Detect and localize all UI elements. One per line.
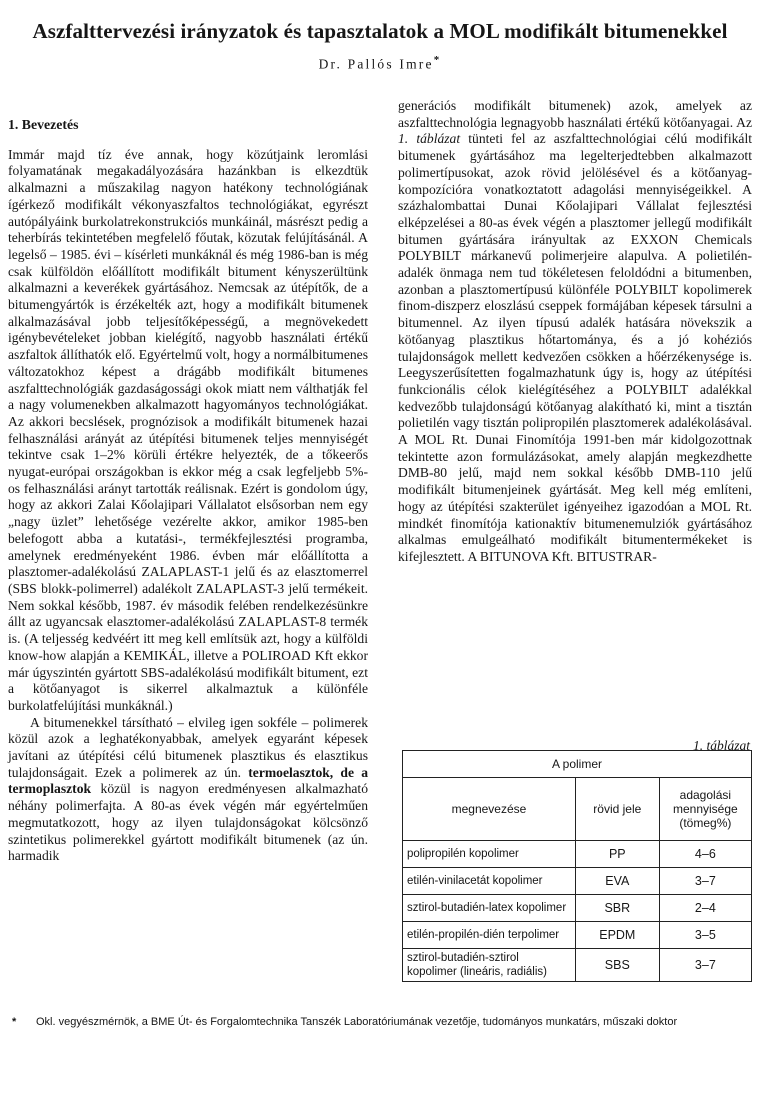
author-footnote-mark: * [433, 54, 442, 66]
polymer-table [402, 750, 752, 982]
cell-dose: 2–4 [659, 895, 751, 922]
paragraph-continued [398, 98, 752, 566]
author-line [0, 54, 760, 73]
column-header-dose: adagolási mennyisége (tömeg%) [659, 778, 751, 841]
table-row [403, 895, 752, 922]
cell-dose: 4–6 [659, 841, 751, 868]
paragraph-text: közül is nagyon eredményesen alkalmazható néhány polimerfajta. A 80-as évek végén már egyértelműen megmutatkozott, hogy az ilyen tulajdonságokat kölcsönző szintetikus polimerekkel gyártott modifikált bitumenek (az ún. harmadik [8, 781, 368, 864]
cell-name: etilén-propilén-dién terpolimer [403, 922, 576, 949]
cell-dose: 3–7 [659, 949, 751, 982]
paragraph-text: tünteti fel az aszfalttechnológiai célú modifikált bitumenek gyártásához ma legelterjedtebben alkalmazott polimertípusokat, azok rövid jelölésével és a kötőanyag-kompozícióra vonatkoztatott adagolási mennyiségeikkel. A százhalombattai Dunai Kőolajipari Vállalat fejlesztési elképzelései a 80-as évek végén a plasztomer jellegű modifikált bitumen gyártására irányultak az EXXON Chemicals POLYBILT márkanevű polimerjeire alapulva. A polietilén-adalék önmaga nem tud tökéletesen feloldódni a bitumenben, azonban a plasztomertípusú különféle POLYBILT kopolimerek finom-diszperz eloszlású cseppek formájában képesek társulni a bitumennel. Az ilyen típusú adalék hatására növekszik a kötőanyag plasztikus hőtartománya, és a jó kohéziós tulajdonságok mellett kedvezően csökken a hőérzékenysége is. Leegyszerűsítetten fogalmazhatunk úgy is, hogy az útépítési funkcionális célok kielégítéséhez a POLYBILT adalékkal kedvezőbb tulajdonságú kötőanyag alakítható ki, mint a tisztán polietilén vagy tisztán polipropilén plasztomerek adalékolásával. A MOL Rt. Dunai Finomítója 1991-ben már kidolgozottnak tekintette azon formulázásokat, amely alapján megkezdhette DMB-80 jelű, majd nem sokkal később DMB-110 jelű modifikált bitumenjeinek gyártását. Meg kell még említeni, hogy az útépítési szakterület igényeihez igazodóan a MOL Rt. mindkét finomítója kationaktív bitumenemulziók gyártásához alkalmas emulgeálható modifikált bitumentermékeket is kifejlesztett. A BITUNOVA Kft. BITUSTRAR- [398, 131, 752, 564]
left-column [8, 117, 368, 865]
cell-abbr: EVA [575, 868, 659, 895]
paragraph-text: generációs modifikált bitumenek) azok, amelyek az aszfalttechnológia legnagyobb használati értékű kötőanyagai. Az [398, 98, 752, 130]
author-name: Dr. Pallós Imre [318, 56, 434, 72]
cell-dose: 3–5 [659, 922, 751, 949]
table-row [403, 949, 752, 982]
bold-term: termoelasztok, de a termoplasztok [8, 764, 368, 797]
cell-dose: 3–7 [659, 868, 751, 895]
footnote [12, 1015, 752, 1029]
cell-abbr: SBS [575, 949, 659, 982]
section-heading: 1. Bevezetés [8, 117, 79, 132]
paragraph-text: A bitumenekkel társítható – elvileg igen sokféle – polimerek közül azok a leghatékonyabbak, amelyek egyaránt képesek javítani az útépítési célú bitumenek plasztikus és elasztikus tulajdonságait. Ezek a polimerek az ún. [8, 714, 368, 780]
article-title: Aszfalttervezési irányzatok és tapasztalatok a MOL modifikált bitumenekkel [32, 19, 728, 43]
table-label: 1. táblázat [692, 738, 750, 753]
table-row [403, 922, 752, 949]
cell-name: etilén-vinilacetát kopolimer [403, 868, 576, 895]
paragraph-intro-2 [8, 715, 368, 865]
column-header-abbr: rövid jele [575, 778, 659, 841]
paragraph-intro-1: Immár majd tíz éve annak, hogy közútjaink leromlási folyamatának megakadályozására hazánkban is elkezdtük alkalmazni a műszakilag nagyon hatékony technológiának ígérkező modifikált vékonyaszfaltos technológiákat, egyrészt autópályáink burkolatrekonstrukciós munkáinál, másrészt pedig a teherbírás tekintetében megfelelő főutak, közutak felújításánál. A legelső – 1985. évi – kísérleti munkáknál és még 1986-ban is még csak külföldön előállított modifikált bitument kényszerültünk alkalmazni a keverékek gyártásához. Nemcsak az útépítők, de a bitumengyártók is érzékelték azt, hogy a modifikált bitumenek alkalmazásával jobb teljesítőképességű, a megnövekedett igénybevételeket jobban kielégítő, nagyobb használati értékű aszfaltok állíthatók elő. Egyértelmű volt, hogy a normálbitumenes változatokhoz képest a drágább modifikált bitumenes aszfalttechnológiák gazdaságossági okok miatt nem válthatják fel a nagy volumenekben alkalmazott hagyományos technológiákat. Az akkori becslések, prognózisok a modifikált bitumenek hazai felhasználási arányát az útépítési bitumenek teljes mennyiségét tekintve csak 1–2% körüli értékre helyezték, de a tőkeerős nyugat-európai országokban is ekkor még a csak legfeljebb 5%-os felhasználási arányt tartották reálisnak. Ezért is gondolom úgy, hogy az akkori Zalai Kőolajipari Vállalatot elsősorban nem egy „nagy üzlet” lehetősége vezérelte akkor, amikor 1985-ben belefogott abba a kutatási-, termékfejlesztési programba, amelynek eredményeként 1986. évben már előállította a plasztomer-adalékolású ZALAPLAST-1 jelű és az elasztomerrel (SBS blokk-polimerrel) adalékolt ZALAPLAST-3 jelű termékeit. Nem sokkal később, 1987. év második felében rendelkezésünkre állt az ugyancsak elasztomer-adalékolású ZALAPLAST-8 termék is. (A teljesség kedvéért itt meg kell említsük azt, hogy a külföldi know-how alapján a KEMIKÁL, illetve a POLIROAD Kft ekkor már úgyszintén gyártott SBS-adalékolású modifikált bitument, ezt a kötőanyagot is sikerrel alkalmaztuk a különféle burkolatfelújítási munkáknál.) [8, 146, 368, 713]
cell-name: sztirol-butadién-latex kopolimer [403, 895, 576, 922]
cell-abbr: PP [575, 841, 659, 868]
cell-abbr: EPDM [575, 922, 659, 949]
table-row [403, 868, 752, 895]
table-reference: 1. táblázat [398, 131, 461, 147]
footnote-mark: * [12, 1016, 17, 1028]
table-group-header: A polimer [403, 751, 752, 778]
column-header-name: megnevezése [403, 778, 576, 841]
cell-abbr: SBR [575, 895, 659, 922]
right-column [398, 98, 752, 566]
footnote-text: Okl. vegyészmérnök, a BME Út- és Forgalomtechnika Tanszék Laboratóriumának vezetője, tudományos munkatárs, műszaki doktor [36, 1016, 678, 1028]
cell-name: polipropilén kopolimer [403, 841, 576, 868]
table-row [403, 841, 752, 868]
cell-name: sztirol-butadién-sztirol kopolimer (lineáris, radiális) [403, 949, 576, 982]
